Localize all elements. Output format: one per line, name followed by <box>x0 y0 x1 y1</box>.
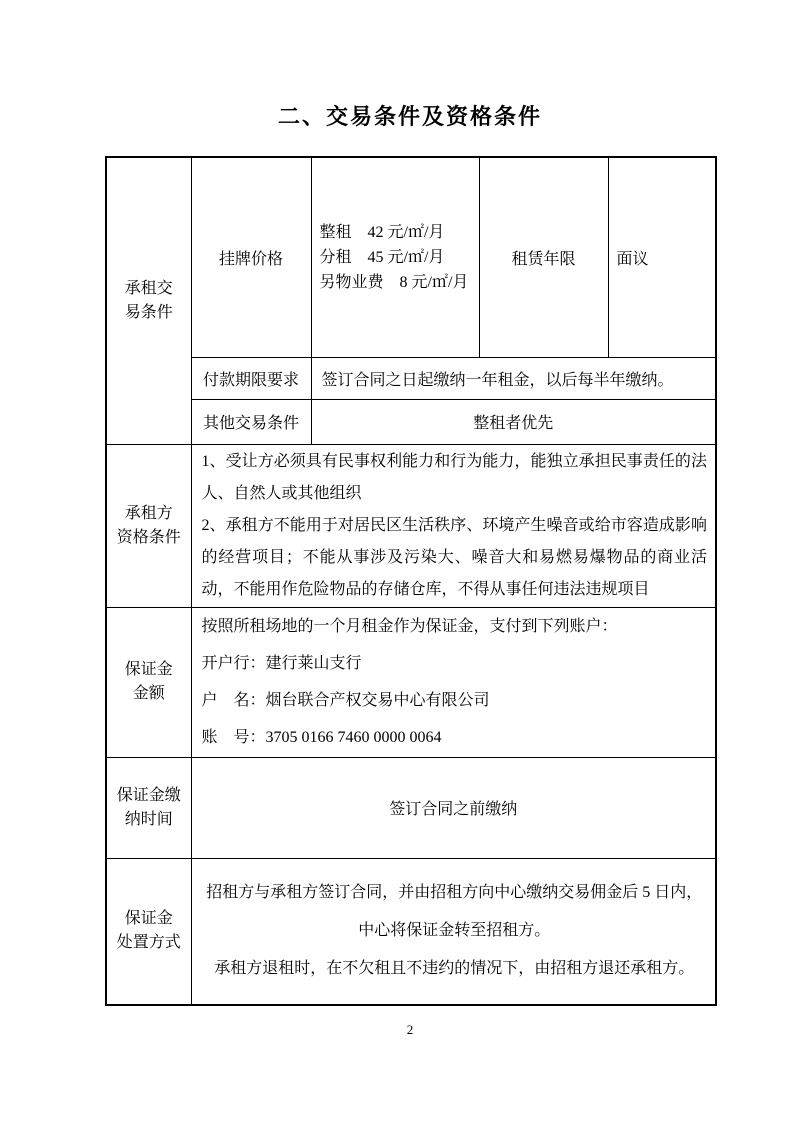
price-whole-lease: 整租 42 元/㎡/月 <box>319 223 445 241</box>
qualification-paragraph: 2、承租方不能用于对居民区生活秩序、环境产生噪音或给市容造成影响的经营项目；不能从事涉及污染大、噪音大和易燃易爆物品的商业活动，不能用作危险物品的存储仓库，不得从事任何违法违规项目 <box>201 516 707 598</box>
deposit-disposal-paragraph: 招租方与承租方签订合同，并由招租方向中心缴纳交易佣金后 5 日内，中心将保证金转至招租方。 <box>206 884 703 940</box>
row-deposit-amount <box>106 607 716 757</box>
deposit-payment-time-label-line: 纳时间 <box>124 810 173 828</box>
deposit-disposal-label-line: 处置方式 <box>116 934 181 952</box>
cell-deposit-disposal-value <box>191 858 716 1005</box>
qualification-label-line: 承租方 <box>124 504 173 522</box>
cell-other-conditions-label <box>191 399 311 444</box>
page-title: 二、交易条件及资格条件 <box>277 104 542 129</box>
lease-term-label: 租赁年限 <box>511 250 576 268</box>
cell-payment-terms-value <box>311 357 716 399</box>
row-lease-conditions <box>106 157 716 357</box>
cell-qualification-value <box>191 444 716 607</box>
row-qualification <box>106 444 716 607</box>
row-other-conditions <box>106 399 716 444</box>
deposit-amount-label-line: 保证金 <box>124 661 173 678</box>
row-deposit-payment-time <box>106 757 716 858</box>
lease-conditions-label-line: 承租交 <box>124 279 173 297</box>
lease-term-value: 面议 <box>616 250 649 268</box>
cell-deposit-payment-time-label <box>106 757 191 858</box>
deposit-disposal-paragraph: 承租方退租时，在不欠租且不违约的情况下，由招租方退还承租方。 <box>214 960 695 978</box>
payment-terms-value: 签订合同之日起缴纳一年租金，以后每半年缴纳。 <box>321 371 674 389</box>
price-property-fee: 另物业费 8 元/㎡/月 <box>319 273 469 291</box>
deposit-account-name: 户 名：烟台联合产权交易中心有限公司 <box>201 692 490 709</box>
deposit-account-number: 账 号：3705 0166 7460 0000 0064 <box>201 729 442 746</box>
row-deposit-disposal <box>106 858 716 1005</box>
other-conditions-value: 整租者优先 <box>473 415 554 432</box>
deposit-instruction: 按照所租场地的一个月租金作为保证金，支付到下列账户： <box>201 618 618 635</box>
cell-lease-term-label <box>479 157 608 357</box>
cell-other-conditions-value <box>311 399 716 444</box>
document-page <box>105 0 715 1122</box>
cell-payment-terms-label <box>191 357 311 399</box>
page-number: 2 <box>406 1022 414 1037</box>
cell-lease-conditions-label <box>106 157 191 444</box>
cell-deposit-amount-value <box>191 607 716 757</box>
conditions-table <box>105 156 717 1006</box>
cell-listing-price-label <box>191 157 311 357</box>
other-conditions-label: 其他交易条件 <box>202 415 299 432</box>
cell-deposit-amount-label <box>106 607 191 757</box>
cell-qualification-label <box>106 444 191 607</box>
cell-deposit-payment-time-value <box>191 757 716 858</box>
deposit-bank: 开户行：建行莱山支行 <box>201 655 362 672</box>
qualification-label-line: 资格条件 <box>116 528 181 546</box>
cell-deposit-disposal-label <box>106 858 191 1005</box>
listing-price-label: 挂牌价格 <box>218 250 283 268</box>
cell-listing-price-value <box>311 157 479 357</box>
row-payment-terms <box>106 357 716 399</box>
deposit-payment-time-label-line: 保证金缴 <box>116 786 181 804</box>
lease-conditions-label-line: 易条件 <box>124 303 173 321</box>
deposit-payment-time-value: 签订合同之前缴纳 <box>389 801 518 818</box>
qualification-paragraph: 1、受让方必须具有民事权利能力和行为能力，能独立承担民事责任的法人、自然人或其他组织 <box>201 452 707 502</box>
payment-terms-label: 付款期限要求 <box>202 371 299 389</box>
cell-lease-term-value <box>608 157 716 357</box>
deposit-amount-label-line: 金额 <box>132 685 165 702</box>
deposit-disposal-label-line: 保证金 <box>124 910 173 928</box>
price-sub-lease: 分租 45 元/㎡/月 <box>319 248 445 266</box>
